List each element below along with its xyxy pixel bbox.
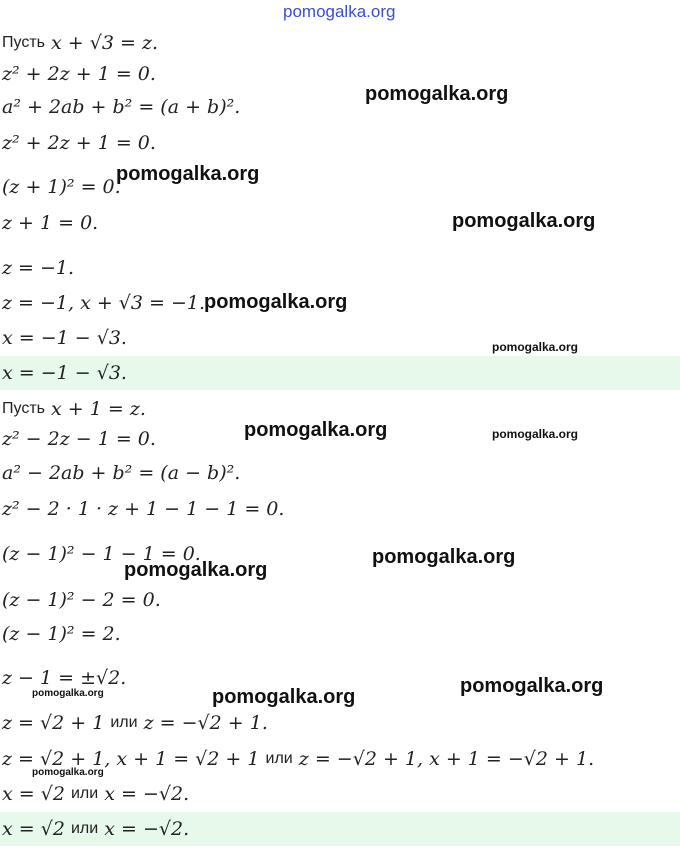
math-expression: x = −1 − √3. bbox=[2, 327, 127, 349]
solution-line bbox=[0, 583, 680, 617]
math-expression: a² + 2ab + b² = (a + b)². bbox=[2, 96, 241, 118]
solution-line bbox=[0, 126, 680, 160]
line-text: или bbox=[70, 820, 99, 837]
watermark: pomogalka.org bbox=[492, 340, 579, 354]
math-expression: x = √2 bbox=[2, 783, 65, 805]
line-text: Пусть bbox=[2, 400, 45, 417]
math-expression: (z − 1)² − 2 = 0. bbox=[2, 589, 161, 611]
watermark: pomogalka.org bbox=[32, 688, 104, 699]
solution-line bbox=[0, 456, 680, 490]
watermark: pomogalka.org bbox=[204, 291, 348, 313]
solution-line bbox=[0, 492, 680, 526]
math-expression: x + √3 = z. bbox=[51, 32, 158, 54]
solution-line bbox=[0, 90, 680, 124]
solution-line bbox=[0, 537, 680, 571]
answer-line bbox=[0, 812, 680, 846]
line-text: или bbox=[265, 750, 293, 767]
watermark: pomogalka.org bbox=[116, 163, 260, 185]
math-expression: z + 1 = 0. bbox=[2, 212, 99, 234]
math-expression: z² + 2z + 1 = 0. bbox=[2, 132, 156, 154]
solution-line bbox=[0, 251, 680, 285]
solution-line bbox=[0, 617, 680, 651]
math-expression: z = −√2 + 1. bbox=[143, 712, 268, 734]
math-expression: x = −√2. bbox=[104, 783, 190, 805]
solution-line bbox=[0, 57, 680, 91]
math-expression: z − 1 = ±√2. bbox=[2, 667, 127, 689]
math-expression: (z − 1)² − 1 − 1 = 0. bbox=[2, 543, 201, 565]
watermark: pomogalka.org bbox=[452, 210, 596, 232]
math-expression: a² − 2ab + b² = (a − b)². bbox=[2, 462, 241, 484]
math-expression: z = √2 + 1, x + 1 = √2 + 1 bbox=[2, 748, 260, 770]
watermark: pomogalka.org bbox=[460, 675, 604, 697]
watermark: pomogalka.org bbox=[372, 546, 516, 568]
line-text: или bbox=[110, 714, 138, 731]
watermark: pomogalka.org bbox=[244, 419, 388, 441]
math-expression: x + 1 = z. bbox=[51, 398, 146, 420]
math-expression: (z − 1)² = 2. bbox=[2, 623, 121, 645]
watermark: pomogalka.org bbox=[32, 767, 104, 778]
answer-line bbox=[0, 356, 680, 390]
math-expression: z² + 2z + 1 = 0. bbox=[2, 63, 156, 85]
math-expression: x = −1 − √3. bbox=[2, 362, 127, 384]
math-expression: z = −√2 + 1, x + 1 = −√2 + 1. bbox=[298, 748, 595, 770]
line-text: Пусть bbox=[2, 34, 45, 51]
math-expression: x = √2 bbox=[2, 818, 65, 840]
math-expression: x = −√2. bbox=[104, 818, 190, 840]
watermark: pomogalka.org bbox=[212, 686, 356, 708]
watermark: pomogalka.org bbox=[492, 427, 579, 441]
math-expression: z² − 2z − 1 = 0. bbox=[2, 428, 156, 450]
math-expression: z = −1. bbox=[2, 257, 75, 279]
solution-line bbox=[0, 26, 680, 60]
watermark: pomogalka.org bbox=[124, 559, 268, 581]
header-watermark: pomogalka.org bbox=[283, 2, 396, 21]
line-text: или bbox=[70, 785, 99, 802]
solution-line bbox=[0, 777, 680, 811]
watermark: pomogalka.org bbox=[365, 83, 509, 105]
math-expression: z = −1, x + √3 = −1. bbox=[2, 292, 206, 314]
math-expression: (z + 1)² = 0. bbox=[2, 176, 121, 198]
math-expression: z = √2 + 1 bbox=[2, 712, 105, 734]
solution-line bbox=[0, 706, 680, 740]
solution-line bbox=[0, 170, 680, 204]
math-expression: z² − 2 · 1 · z + 1 − 1 − 1 = 0. bbox=[2, 498, 285, 520]
